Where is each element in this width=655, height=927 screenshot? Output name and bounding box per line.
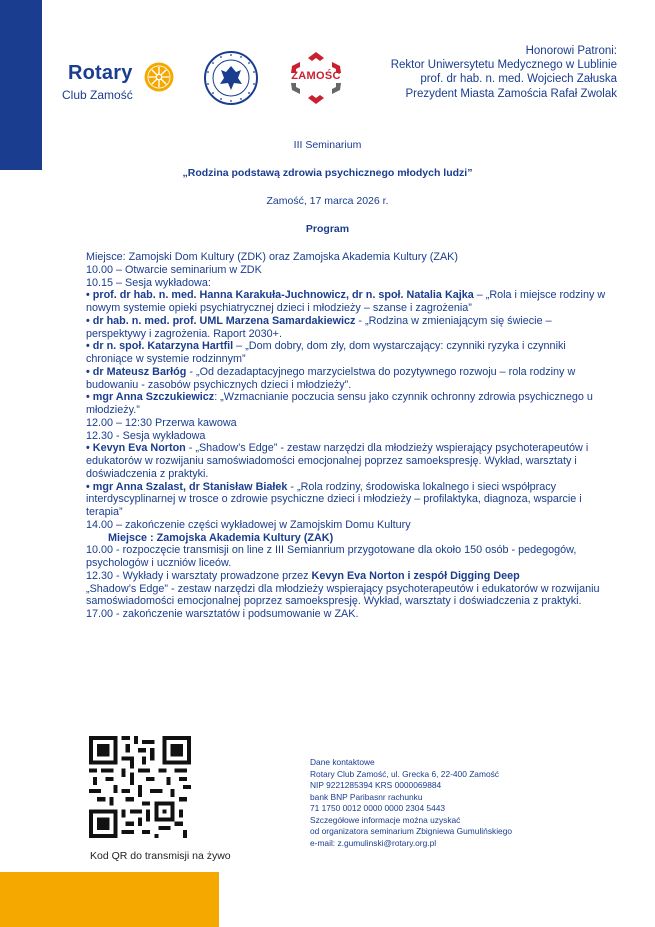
- workshop-description: „Shadow’s Edge” - zestaw narzędzi dla młodzieży wspierający psychoterapeutów i edukatorów w rozwijaniu samoświadomości emocjonalnej poprzez samoekspresję. Wykład, warsztaty i doświadczenia z praktyki.: [86, 582, 600, 608]
- seminar-title: „Rodzina podstawą zdrowia psychicznego młodych ludzi”: [182, 167, 473, 179]
- lecture-title: - „Rola rodziny, środowiska lokalnego i sieci współpracy interdyscyplinarnej w trosce o zdrowie psychiczne dzieci i młodzieży – profilaktyka, diagnoza, wsparcie i terapia”: [86, 480, 582, 518]
- venue-zak: Miejsce : Zamojska Akademia Kultury (ZAK): [108, 531, 334, 544]
- contact-bank: bank BNP Paribasnr rachunku: [310, 791, 423, 802]
- schedule-item: 12.00 – 12:30 Przerwa kawowa: [86, 416, 237, 429]
- lecture-speaker: • dr Mateusz Barłóg: [86, 365, 187, 378]
- zamosc-city-logo: [278, 48, 354, 108]
- lecture-speaker: • dr n. społ. Katarzyna Hartfil: [86, 340, 234, 353]
- rotary-wheel-icon: [142, 60, 176, 94]
- workshop-lead: Kevyn Eva Norton i zespół Digging Deep: [311, 569, 520, 582]
- contact-details: [310, 757, 512, 849]
- patron-line: Prezydent Miasta Zamościa Rafał Zwolak: [405, 87, 617, 100]
- patron-line: prof. dr hab. n. med. Wojciech Załuska: [420, 73, 617, 86]
- lecture-item: [86, 391, 606, 417]
- rotary-wordmark: Rotary: [68, 62, 133, 84]
- schedule-item: 12.30 - Sesja wykładowa: [86, 429, 206, 442]
- lecture-item: [86, 442, 606, 480]
- rotary-club-name: Club Zamość: [62, 88, 133, 102]
- lecture-title: : „Wzmacnianie poczucia sensu jako czynnik ochronny zdrowia psychicznego u młodzieży.”: [86, 391, 593, 416]
- contact-registry: NIP 9221285394 KRS 0000069884: [310, 780, 442, 790]
- workshop-intro: 12.30 - Wykłady i warsztaty prowadzone przez: [86, 569, 312, 582]
- lecture-title: – „Dom dobry, dom zły, dom wystarczający: czynniki ryzyka i czynniki chroniące w systemie rodzinnym”: [86, 340, 566, 365]
- venue-line: [86, 532, 606, 545]
- lecture-item: [86, 340, 606, 366]
- qr-code[interactable]: [89, 736, 191, 838]
- lecture-item: [86, 315, 606, 341]
- program-body: [86, 251, 606, 621]
- zamosc-wordmark: ZAMOŚĆ: [291, 70, 341, 82]
- lecture-item: [86, 289, 606, 315]
- venue-line: Miejsce: Zamojski Dom Kultury (ZDK) oraz Zamojska Akademia Kultury (ZAK): [86, 251, 458, 263]
- seminar-date: Zamość, 17 marca 2026 r.: [266, 195, 389, 207]
- patron-line: Rektor Uniwersytetu Medycznego w Lublinie: [390, 59, 617, 72]
- lecture-item: [86, 481, 606, 519]
- lecture-speaker: • dr hab. n. med. prof. UML Marzena Samardakiewicz: [86, 314, 356, 327]
- contact-heading: Dane kontaktowe: [310, 757, 375, 767]
- lecture-title: - „Rodzina w zmieniającym się świecie – perspektywy i zagrożenia. Raport 2030+.: [86, 314, 552, 340]
- lecture-speaker: • Kevyn Eva Norton: [86, 442, 186, 455]
- qr-caption: Kod QR do transmisji na żywo: [90, 850, 231, 862]
- lecture-title: - „Od dezadaptacyjnego marzycielstwa do pozytywnego rozwoju – rola rodziny w budowaniu - zasobów psychicznych dzieci i młodzieży”.: [86, 365, 576, 391]
- lecture-title: - „Shadow’s Edge” - zestaw narzędzi dla młodzieży wspierający psychoterapeutów i edukatorów w rozwijaniu samoświadomości emocjonalnej poprzez samoekspresję. Wykład, warsztaty i doświadczenia z praktyki.: [86, 442, 589, 480]
- lecture-speaker: • prof. dr hab. n. med. Hanna Karakuła-Juchnowicz, dr n. społ. Natalia Kajka: [86, 289, 474, 302]
- schedule-item: 10.15 – Sesja wykładowa:: [86, 276, 211, 289]
- bottom-left-accent-bar: [0, 872, 219, 927]
- rotary-logo: [62, 60, 182, 110]
- contact-address: Rotary Club Zamość, ul. Grecka 6, 22-400 Zamość: [310, 768, 499, 779]
- contact-account: 71 1750 0012 0000 0000 2304 5443: [310, 803, 446, 813]
- program-heading: Program: [305, 223, 350, 235]
- schedule-item: 14.00 – zakończenie części wykładowej w Zamojskim Domu Kultury: [86, 518, 411, 531]
- contact-email[interactable]: e-mail: z.gumulinski@rotary.org.pl: [310, 837, 437, 848]
- lecture-title: – „Rola i miejsce rodziny w nowym systemie opieki psychiatrycznej dzieci i młodzieży – szanse i zagrożenia”: [86, 289, 606, 314]
- lecture-item: [86, 366, 606, 392]
- seminar-number: III Seminarium: [293, 139, 362, 151]
- contact-organizer: od organizatora seminarium Zbigniewa Gumulińskiego: [310, 826, 513, 836]
- honorary-patrons: [391, 44, 617, 101]
- schedule-item: 10.00 – Otwarcie seminarium w ZDK: [86, 263, 262, 276]
- contact-info: Szczegółowe informacje można uzyskać: [310, 814, 461, 825]
- workshop-item: [86, 570, 606, 583]
- schedule-item: 10.00 - rozpoczęcie transmisji on line z III Semianrium przygotowane dla około 150 osób - pedegogów, psychologów i uczniów liceów.: [86, 544, 577, 569]
- schedule-item: 17.00 - zakończenie warsztatów i podsumowanie w ZAK.: [86, 608, 359, 620]
- lecture-speaker: • mgr Anna Szalast, dr Stanisław Białek: [86, 480, 288, 493]
- university-seal-icon: [203, 50, 259, 106]
- lecture-speaker: • mgr Anna Szczukiewicz: [86, 391, 215, 404]
- patrons-heading: Honorowi Patroni:: [525, 45, 617, 57]
